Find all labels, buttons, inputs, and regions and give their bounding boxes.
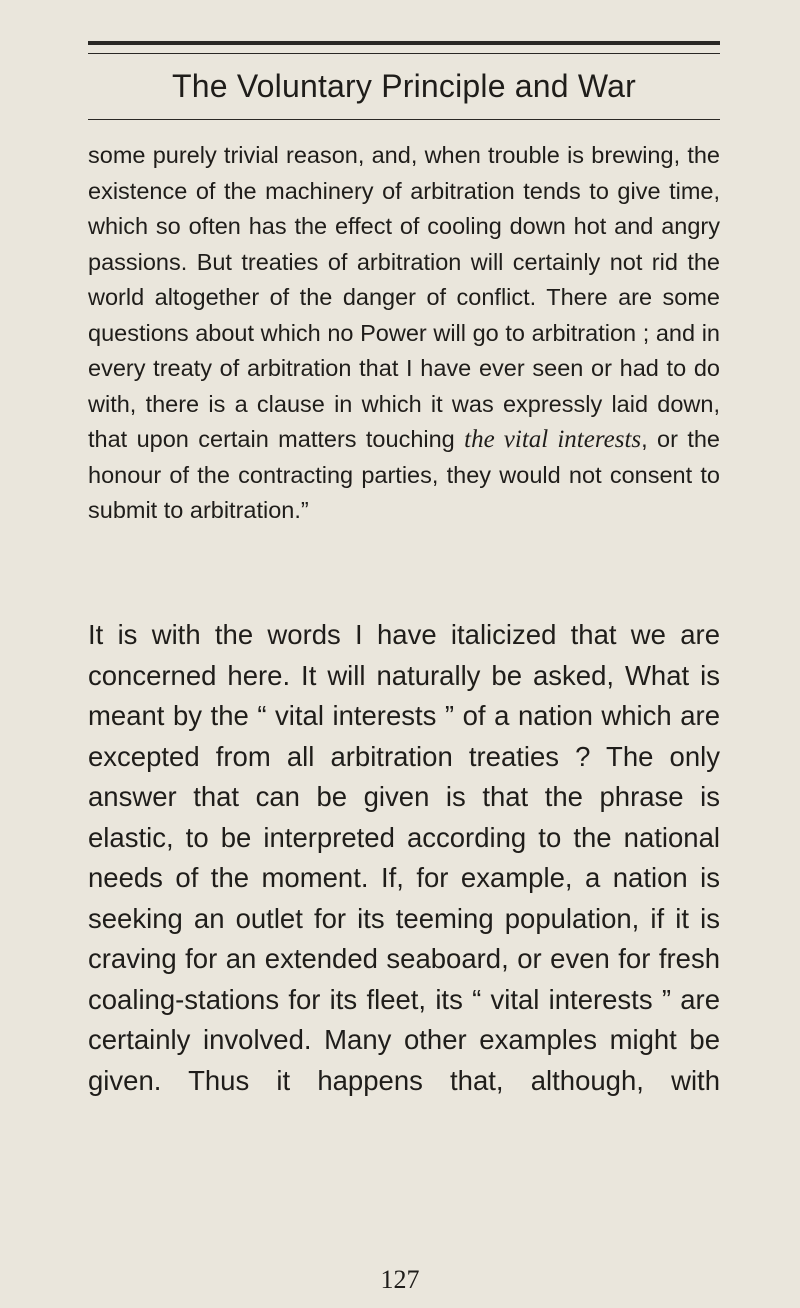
header-rule-thin bbox=[88, 53, 720, 54]
quoted-passage bbox=[88, 138, 720, 529]
header-rule-thick bbox=[88, 41, 720, 45]
header-rule-bottom bbox=[88, 119, 720, 120]
running-title: The Voluntary Principle and War bbox=[172, 68, 636, 104]
body-paragraph: It is with the words I have italicized that we are concerned here. It will naturally be asked, What is meant by the “ vital interests ” of a nation which are excepted from all arbitration treaties ? The only answer that can be given is that the phrase is elastic, to be interpreted according to the national needs of the moment. If, for example, a nation is seeking an outlet for its teeming population, if it is craving for an extended seaboard, or even for fresh coaling-stations for its fleet, its “ vital interests ” are certainly involved. Many other examples might be given. Thus it happens that, although, with bbox=[88, 619, 720, 1096]
quote-italic-phrase: the vital interests bbox=[464, 426, 642, 454]
quote-paragraph bbox=[88, 138, 720, 529]
quote-text-start: some purely trivial reason, and, when trouble is brewing, the existence of the machinery of arbitration tends to give time, which so often has the effect of cooling down hot and angry passions. But treaties of arbitration will certainly not rid the world altogether of the danger of conflict. There are some questions about which no Power will go to arbitration ; and in every treaty of arbitration that I have ever seen or had to do with, there is a clause in which it was expressly laid down, that upon certain matters touching bbox=[88, 142, 720, 453]
quote-text-end: , or the honour of the contracting parties, they would not consent to submit to arbitration.” bbox=[88, 426, 720, 524]
body-paragraph-block bbox=[88, 615, 720, 1101]
page-number: 127 bbox=[380, 1265, 420, 1294]
